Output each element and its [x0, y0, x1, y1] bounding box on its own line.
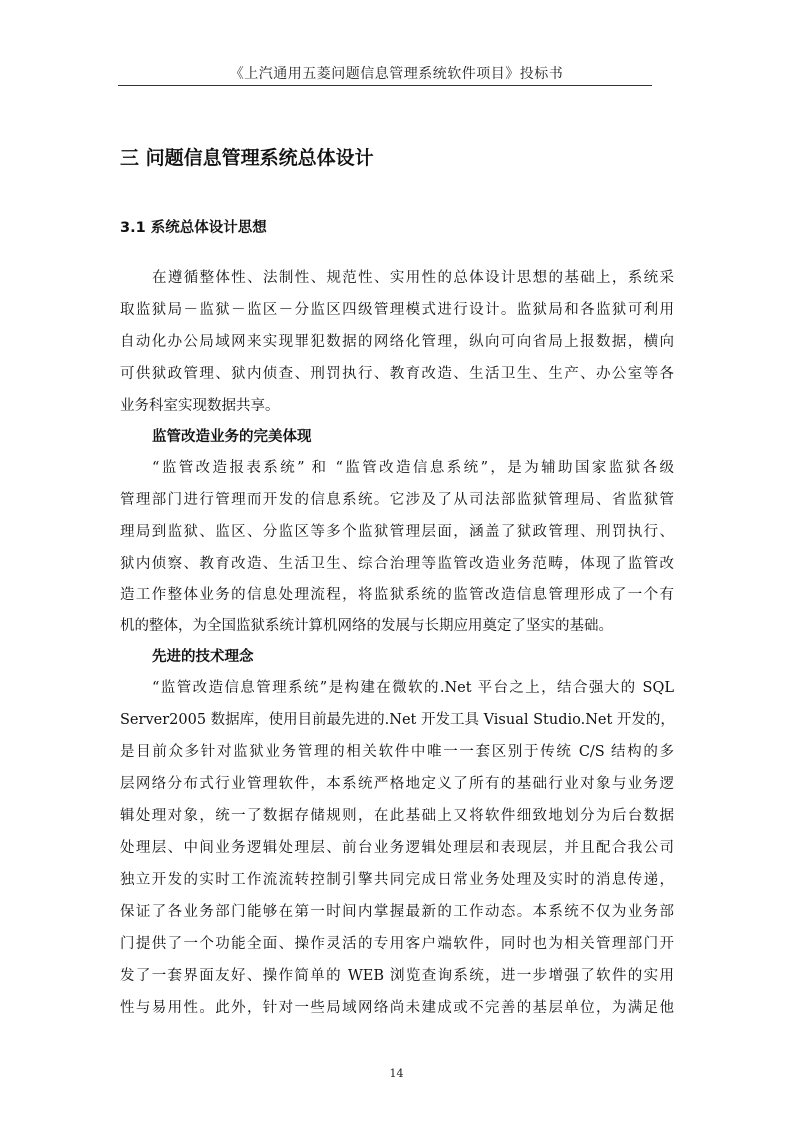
paragraph-line: 狱内侦察、教育改造、生活卫生、综合治理等监管改造业务范畴，体现了监管改 [120, 556, 674, 572]
paragraph-line: 性与易用性。此外，针对一些局域网络尚未建成或不完善的基层单位，为满足他 [120, 1000, 674, 1016]
paragraph-line: Server2005 数据库，使用目前最先进的.Net 开发工具 Visual Studio.Net 开发的， [120, 712, 675, 728]
paragraph-line: 是目前众多针对监狱业务管理的相关软件中唯一一套区别于传统 C/S 结构的多 [120, 744, 674, 760]
paragraph-line: “监管改造信息管理系统”是构建在微软的.Net 平台之上，结合强大的 SQL [152, 680, 674, 696]
paragraph-line: 层网络分布式行业管理软件，本系统严格地定义了所有的基础行业对象与业务逻 [120, 776, 674, 792]
paragraph-line: 门提供了一个功能全面、操作灵活的专用客户端软件，同时也为相关管理部门开 [120, 936, 674, 952]
paragraph-line: 造工作整体业务的信息处理流程，将监狱系统的监管改造信息管理形成了一个有 [120, 587, 674, 603]
paragraph-line: 在遵循整体性、法制性、规范性、实用性的总体设计思想的基础上，系统采 [152, 270, 674, 286]
subheading: 先进的技术理念 [152, 649, 254, 665]
paragraph-line: 发了一套界面友好、操作简单的 WEB 浏览查询系统，进一步增强了软件的实用 [120, 968, 674, 984]
paragraph-line: 管理部门进行管理而开发的信息系统。它涉及了从司法部监狱管理局、省监狱管 [120, 492, 674, 508]
page-number: 14 [389, 1067, 404, 1080]
paragraph-line: 理局到监狱、监区、分监区等多个监狱管理层面，涵盖了狱政管理、刑罚执行、 [120, 524, 674, 540]
paragraph-line: 处理层、中间业务逻辑处理层、前台业务逻辑处理层和表现层，并且配合我公司 [120, 840, 674, 856]
paragraph-line: 取监狱局－监狱－监区－分监区四级管理模式进行设计。监狱局和各监狱可利用 [120, 302, 674, 318]
paragraph-line: “监管改造报表系统” 和 “监管改造信息系统”，是为辅助国家监狱各级 [152, 460, 674, 476]
paragraph-line: 自动化办公局域网来实现罪犯数据的网络化管理，纵向可向省局上报数据，横向 [120, 334, 674, 350]
paragraph-line: 机的整体，为全国监狱系统计算机网络的发展与长期应用奠定了坚实的基础。 [120, 618, 613, 634]
subheading: 监管改造业务的完美体现 [152, 429, 312, 445]
chapter-title: 三 问题信息管理系统总体设计 [120, 147, 374, 169]
section-title: 3.1 系统总体设计思想 [120, 220, 267, 236]
paragraph-line: 业务科室实现数据共享。 [120, 398, 280, 414]
header-divider [118, 85, 652, 86]
paragraph-line: 保证了各业务部门能够在第一时间内掌握最新的工作动态。本系统不仅为业务部 [120, 904, 674, 920]
paragraph-line: 可供狱政管理、狱内侦查、刑罚执行、教育改造、生活卫生、生产、办公室等各 [120, 366, 674, 382]
paragraph-line: 独立开发的实时工作流流转控制引擎共同完成日常业务处理及实时的消息传递， [120, 872, 674, 888]
paragraph-line: 辑处理对象，统一了数据存储规则，在此基础上又将软件细致地划分为后台数据 [120, 808, 674, 824]
page-header: 《上汽通用五菱问题信息管理系统软件项目》投标书 [229, 66, 564, 82]
